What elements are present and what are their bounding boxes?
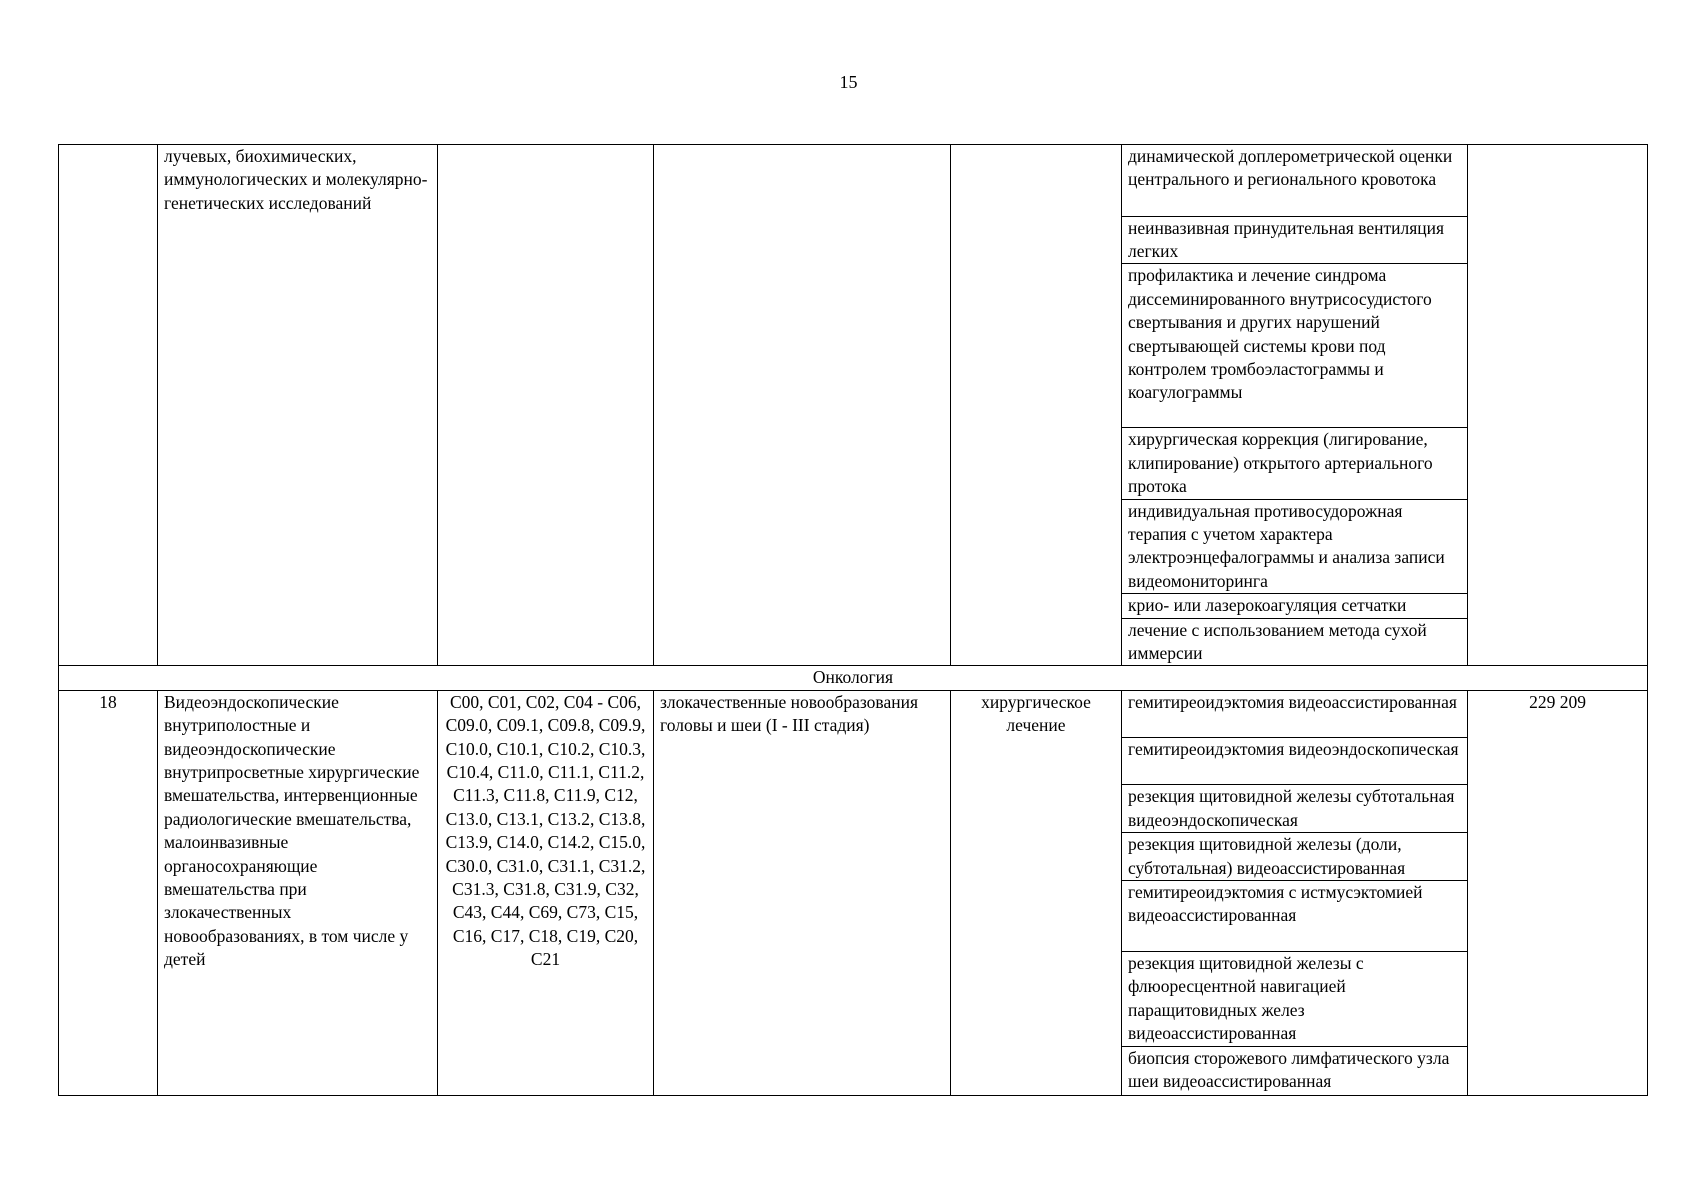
method-item: лечение с использованием метода сухой иммерсии bbox=[1122, 618, 1467, 665]
codes-cell: C00, C01, C02, C04 - C06, C09.0, C09.1, C09.8, C09.9, C10.0, C10.1, C10.2, C10.3, C10.4, C11.0, C11.1, C11.2, C11.3, C11.8, C11.9, C12, C13.0, C13.1, C13.2, C13.8, C13.9, C14.0, C14.2, C15.0, C30.0, C31.0, C31.1, C31.2, C31.3, C31.8, C31.9, C32, C43, C44, C69, C73, C15, C16, C17, C18, C19, C20, C21 bbox=[438, 690, 654, 1095]
method-item: динамической доплерометрической оценки центрального и регионального кровотока bbox=[1128, 146, 1453, 190]
model-cell bbox=[654, 145, 951, 666]
row-number-cell: 18 bbox=[59, 690, 158, 1095]
method-item: гемитиреоидэктомия видеоэндоскопическая bbox=[1122, 738, 1467, 785]
model-cell: злокачественные новообразования головы и шеи (I - III стадия) bbox=[654, 690, 951, 1095]
method-item: гемитиреоидэктомия с истмусэктомией видеоассистированная bbox=[1122, 880, 1467, 951]
methods-cell bbox=[1122, 145, 1468, 666]
method-item: биопсия сторожевого лимфатического узла шеи видеоассистированная bbox=[1122, 1046, 1467, 1093]
method-item: резекция щитовидной железы (доли, субтотальная) видеоассистированная bbox=[1122, 833, 1467, 881]
methods-list bbox=[1122, 145, 1467, 665]
table-row-continued bbox=[59, 145, 1648, 666]
cost-cell bbox=[1468, 145, 1648, 666]
method-item: гемитиреоидэктомия видеоассистированная bbox=[1128, 691, 1457, 712]
row-number-cell bbox=[59, 145, 158, 666]
treatment-cell bbox=[951, 145, 1122, 666]
method-item: резекция щитовидной железы субтотальная видеоэндоскопическая bbox=[1122, 785, 1467, 833]
methods-cell bbox=[1122, 690, 1468, 1095]
treatment-cell: хирургическое лечение bbox=[951, 690, 1122, 1095]
section-title: Онкология bbox=[59, 666, 1648, 690]
method-item: профилактика и лечение синдрома диссеминированного внутрисосудистого свертывания и других нарушений свертывающей системы крови под контролем тромбоэластограммы и коагулограммы bbox=[1122, 264, 1467, 428]
method-item: индивидуальная противосудорожная терапия с учетом характера электроэнцефалограммы и анализа записи видеомониторинга bbox=[1122, 499, 1467, 594]
section-row bbox=[59, 666, 1648, 690]
method-item: неинвазивная принудительная вентиляция легких bbox=[1122, 216, 1467, 264]
services-table bbox=[58, 144, 1648, 1096]
page-number: 15 bbox=[839, 72, 858, 92]
method-item: хирургическая коррекция (лигирование, клипирование) открытого артериального протока bbox=[1122, 428, 1467, 499]
group-cell: лучевых, биохимических, иммунологических и молекулярно-генетических исследований bbox=[158, 145, 438, 666]
table-row-18 bbox=[59, 690, 1648, 1095]
codes-cell bbox=[438, 145, 654, 666]
method-item: резекция щитовидной железы с флюоресцентной навигацией паращитовидных желез видеоассистированная bbox=[1122, 951, 1467, 1046]
group-cell: Видеоэндоскопические внутриполостные и видеоэндоскопические внутрипросветные хирургические вмешательства, интервенционные радиологические вмешательства, малоинвазивные органосохраняющие вмешательства при злокачественных новообразованиях, в том числе у детей bbox=[158, 690, 438, 1095]
methods-list bbox=[1122, 691, 1467, 1094]
method-item: крио- или лазерокоагуляция сетчатки bbox=[1122, 594, 1467, 618]
cost-cell: 229 209 bbox=[1468, 690, 1648, 1095]
